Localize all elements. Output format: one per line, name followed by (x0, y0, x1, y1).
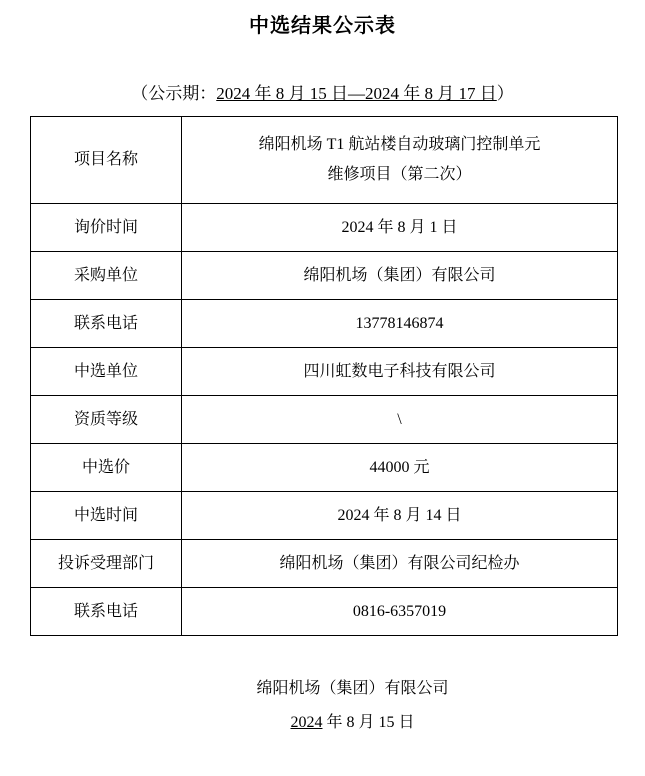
row-label: 资质等级 (31, 396, 182, 444)
row-value: \ (182, 396, 618, 444)
row-label: 中选时间 (31, 492, 182, 540)
notice-period-prefix: （公示期： (131, 84, 217, 103)
row-label: 联系电话 (31, 300, 182, 348)
table-row (31, 252, 618, 300)
notice-period (30, 82, 615, 106)
row-label: 项目名称 (31, 117, 182, 204)
page-title: 中选结果公示表 (249, 15, 396, 37)
table-row (31, 540, 618, 588)
row-value: 绵阳机场（集团）有限公司 (182, 252, 618, 300)
row-label: 中选价 (31, 444, 182, 492)
notice-period-suffix: ） (496, 84, 514, 103)
signature-organization: 绵阳机场（集团）有限公司 (256, 680, 449, 697)
notice-period-end-date: 2024 年 8 月 17 日 (365, 84, 497, 103)
row-value: 2024 年 8 月 1 日 (182, 204, 618, 252)
table-row (31, 117, 618, 204)
signature-date-year: 2024 (290, 714, 323, 731)
table-row (31, 300, 618, 348)
row-label: 采购单位 (31, 252, 182, 300)
row-value-line2: 维修项目（第二次） (327, 166, 472, 183)
row-value: 44000 元 (182, 444, 618, 492)
signature-date (30, 706, 615, 740)
table-row (31, 588, 618, 636)
table-row (31, 444, 618, 492)
row-value: 四川虹数电子科技有限公司 (182, 348, 618, 396)
row-value: 绵阳机场（集团）有限公司纪检办 (182, 540, 618, 588)
row-value (182, 117, 618, 204)
table-row (31, 348, 618, 396)
signature-date-rest: 年 8 月 15 日 (322, 714, 415, 731)
result-table (30, 116, 618, 636)
document-page (0, 12, 645, 776)
table-row (31, 492, 618, 540)
row-label: 中选单位 (31, 348, 182, 396)
row-label: 投诉受理部门 (31, 540, 182, 588)
row-label: 询价时间 (31, 204, 182, 252)
row-value-line1: 绵阳机场 T1 航站楼自动玻璃门控制单元 (258, 136, 541, 153)
signature-block (30, 672, 615, 740)
table-row (31, 396, 618, 444)
notice-period-separator: — (348, 84, 365, 103)
notice-period-start-date: 2024 年 8 月 15 日 (216, 84, 348, 103)
table-row (31, 204, 618, 252)
row-value: 0816-6357019 (182, 588, 618, 636)
row-label: 联系电话 (31, 588, 182, 636)
row-value: 2024 年 8 月 14 日 (182, 492, 618, 540)
row-value: 13778146874 (182, 300, 618, 348)
